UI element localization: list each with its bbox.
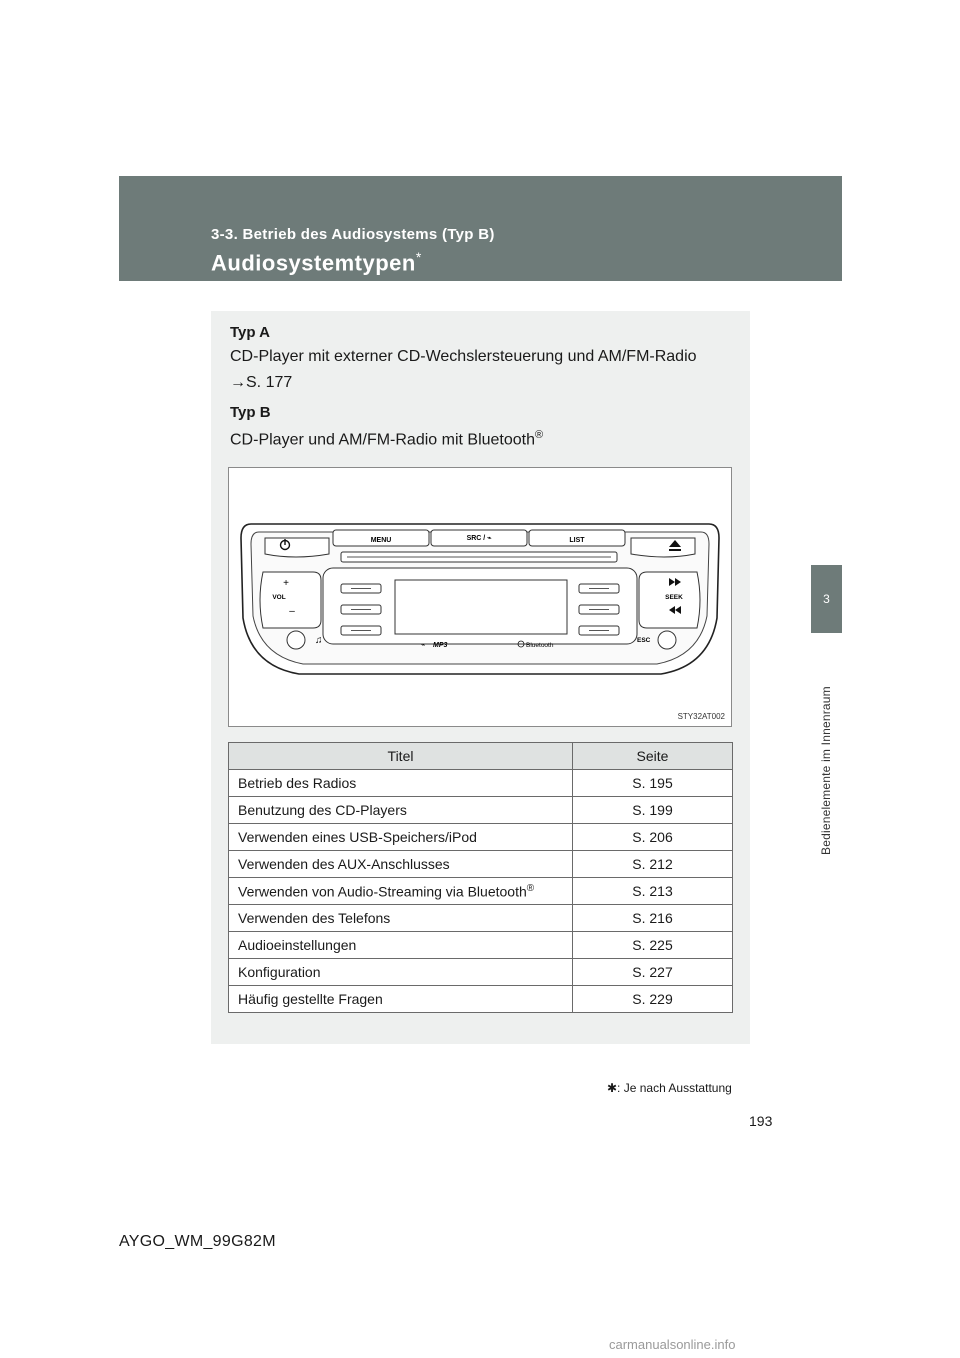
row-title: Betrieb des Radios [229, 770, 573, 797]
src-button-label: SRC / ⌁ [466, 535, 492, 542]
row-title: Benutzung des CD-Players [229, 797, 573, 824]
row-page-link[interactable]: S. 216 [573, 905, 733, 932]
row-page-link[interactable]: S. 195 [573, 770, 733, 797]
table-row [229, 959, 733, 986]
table-row [229, 878, 733, 905]
table-row [229, 986, 733, 1013]
typ-a-description: CD-Player mit externer CD-Wechslersteuerung und AM/FM-Radio [230, 348, 697, 365]
row-title: Verwenden von Audio-Streaming via Bluetooth [238, 883, 527, 900]
row-page-link[interactable]: S. 225 [573, 932, 733, 959]
vol-label: VOL [272, 594, 286, 601]
page-title [211, 249, 422, 276]
row-title: Verwenden des Telefons [229, 905, 573, 932]
typ-b-text: CD-Player und AM/FM-Radio mit Bluetooth [230, 431, 535, 449]
usb-icon: ⌁ [421, 642, 426, 649]
typ-b-heading: Typ B [230, 404, 271, 421]
table-row [229, 932, 733, 959]
watermark: carmanualsonline.info [609, 1337, 736, 1352]
audio-function-table [228, 742, 733, 1013]
col-header-page: Seite [573, 743, 733, 770]
chapter-tab-number[interactable] [811, 565, 842, 633]
typ-a-page-ref[interactable]: →S. 177 [230, 374, 293, 391]
row-title: Verwenden eines USB-Speichers/iPod [229, 824, 573, 851]
vol-plus: + [283, 578, 289, 589]
row-title-cell [229, 878, 573, 905]
row-title: Audioeinstellungen [229, 932, 573, 959]
menu-button-label: MENU [370, 537, 392, 544]
col-header-title: Titel [229, 743, 573, 770]
row-title: Konfiguration [229, 959, 573, 986]
seek-label: SEEK [665, 594, 683, 601]
table-row [229, 770, 733, 797]
table-header-row [229, 743, 733, 770]
row-page-link[interactable]: S. 212 [573, 851, 733, 878]
section-label: 3-3. Betrieb des Audiosystems (Typ B) [211, 226, 495, 243]
row-page-link[interactable]: S. 213 [573, 878, 733, 905]
bluetooth-logo: Bluetooth [526, 642, 554, 649]
row-page-link[interactable]: S. 227 [573, 959, 733, 986]
table-row [229, 797, 733, 824]
registered-mark: ® [535, 429, 544, 441]
row-page-link[interactable]: S. 199 [573, 797, 733, 824]
table-row [229, 905, 733, 932]
footnote: ✱: Je nach Ausstattung [607, 1081, 732, 1095]
list-button-label: LIST [569, 537, 585, 544]
audio-unit-illustration [228, 467, 732, 727]
page-title-text: Audiosystemtypen [211, 250, 416, 276]
audio-unit-drawing [229, 468, 731, 726]
row-page-link[interactable]: S. 229 [573, 986, 733, 1013]
row-title: Häufig gestellte Fragen [229, 986, 573, 1013]
mp3-logo: MP3 [433, 642, 448, 649]
table-row [229, 824, 733, 851]
content-panel [211, 311, 750, 1044]
chapter-header [119, 176, 842, 281]
row-title: Verwenden des AUX-Anschlusses [229, 851, 573, 878]
row-page-link[interactable]: S. 206 [573, 824, 733, 851]
image-code: STY32AT002 [677, 712, 725, 721]
vol-minus: – [289, 606, 295, 617]
asterisk-icon: * [415, 249, 422, 265]
table-row [229, 851, 733, 878]
page-number: 193 [749, 1113, 773, 1129]
music-note-icon: ♫ [315, 635, 323, 646]
registered-mark: ® [526, 882, 535, 894]
typ-a-heading: Typ A [230, 324, 270, 341]
document-code: AYGO_WM_99G82M [119, 1233, 276, 1250]
typ-b-description [230, 429, 543, 449]
chapter-label-text: Bedienelemente im Innenraum [819, 686, 833, 855]
chapter-number: 3 [823, 592, 830, 606]
esc-label: ESC [637, 637, 651, 644]
